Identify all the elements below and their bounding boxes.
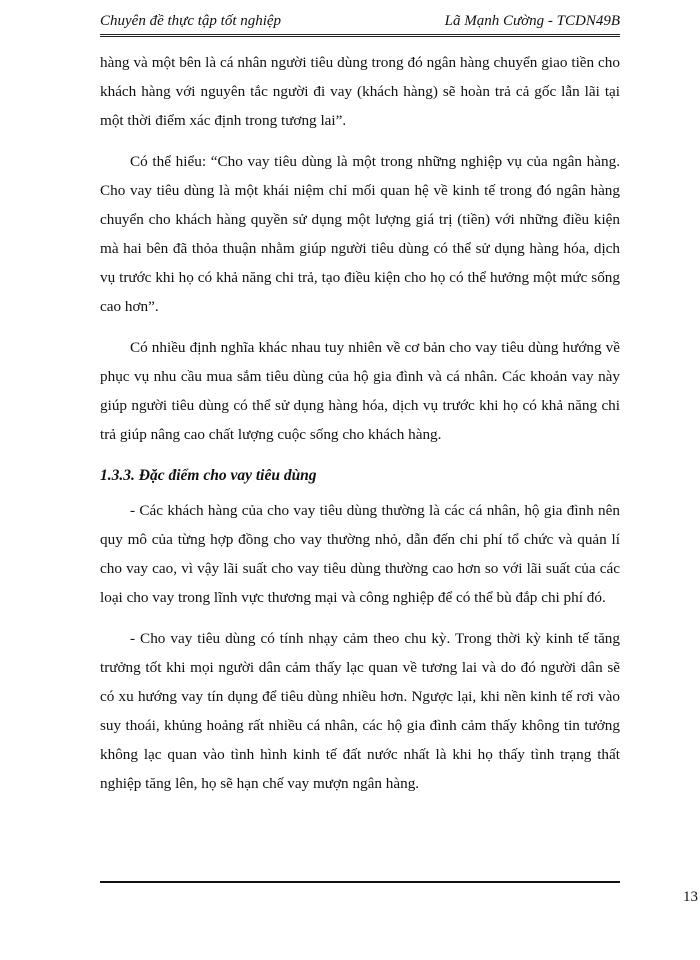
paragraph: - Cho vay tiêu dùng có tính nhạy cảm theo chu kỳ. Trong thời kỳ kinh tế tăng trưởng tốt khi mọi người dân cảm thấy lạc quan về tương lai và do đó người dân sẽ có xu hướng vay tín dụng để tiêu dùng nhiều hơn. Ngược lại, khi nền kinh tế rơi vào suy thoái, khủng hoảng rất nhiều cá nhân, các hộ gia đình cảm thấy không tin tưởng không lạc quan vào tình hình kinh tế đất nước nhất là khi họ thấy tình trạng thất nghiệp tăng lên, họ sẽ hạn chế vay mượn ngân hàng. [100,630,620,792]
paragraph: Có nhiều định nghĩa khác nhau tuy nhiên về cơ bản cho vay tiêu dùng hướng về phục vụ nhu cầu mua sắm tiêu dùng của hộ gia đình và cá nhân. Các khoản vay này giúp người tiêu dùng có thể sử dụng hàng hóa, dịch vụ trước khi họ có khả năng chi trả giúp nâng cao chất lượng cuộc sống cho khách hàng. [100,339,620,443]
footer-divider [100,881,620,883]
header-author: Lã Mạnh Cường - TCDN49B [444,13,620,29]
paragraph: Có thể hiểu: “Cho vay tiêu dùng là một trong những nghiệp vụ của ngân hàng. Cho vay tiêu dùng là một khái niệm chỉ mối quan hệ về kinh tế trong đó ngân hàng chuyển cho khách hàng quyền sử dụng một lượng giá trị (tiền) với những điều kiện mà hai bên đã thỏa thuận nhằm giúp người tiêu dùng có thể sử dụng hàng hóa, dịch vụ trước khi họ có khả năng chi trả, tạo điều kiện cho họ có thể hưởng một mức sống cao hơn”. [100,153,620,315]
page-number: 13 [683,889,698,905]
paragraph: - Các khách hàng của cho vay tiêu dùng thường là các cá nhân, hộ gia đình nên quy mô của từng hợp đồng cho vay thường nhỏ, dẫn đến chi phí tổ chức và quản lí cho vay cao, vì vậy lãi suất cho vay tiêu dùng thường cao hơn so với lãi suất của các loại cho vay trong lĩnh vực thương mại và công nghiệp để có thể bù đắp chi phí đó. [100,502,620,606]
header-title: Chuyên đề thực tập tốt nghiệp [100,13,282,29]
page-content [100,48,620,810]
paragraph-continued: hàng và một bên là cá nhân người tiêu dùng trong đó ngân hàng chuyển giao tiền cho khách hàng với nguyên tắc người đi vay (khách hàng) sẽ hoàn trả cả gốc lẫn lãi tại một thời điểm xác định trong tương lai”. [100,54,620,129]
page-header [100,12,620,30]
header-divider [100,34,620,37]
section-heading: 1.3.3. Đặc điểm cho vay tiêu dùng [100,467,317,484]
